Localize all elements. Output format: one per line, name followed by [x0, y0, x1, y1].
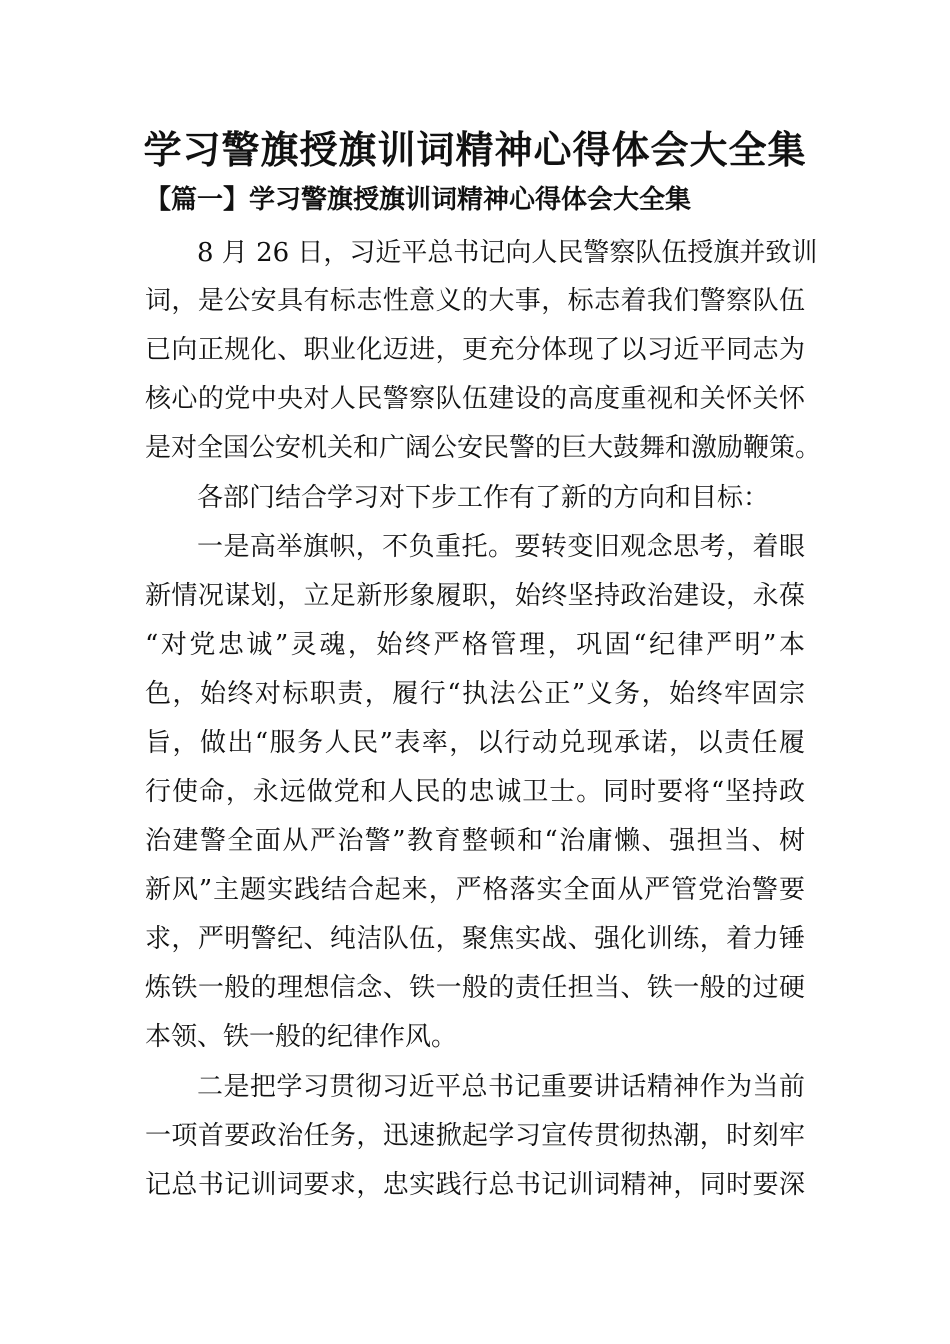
- text-line: 词，是公安具有标志性意义的大事，标志着我们警察队伍: [145, 286, 805, 316]
- text-line: 一是高举旗帜，不负重托。要转变旧观念思考，着眼: [197, 532, 805, 562]
- text-line: 二是把学习贯彻习近平总书记重要讲话精神作为当前: [197, 1072, 805, 1102]
- text-line: 行使命，永远做党和人民的忠诚卫士。同时要将“坚持政: [145, 777, 805, 807]
- text-line: 记总书记训词要求，忠实践行总书记训词精神，同时要深: [145, 1170, 805, 1200]
- text-line: 一项首要政治任务，迅速掀起学习宣传贯彻热潮，时刻牢: [145, 1121, 805, 1151]
- text-line: 各部门结合学习对下步工作有了新的方向和目标：: [197, 483, 770, 513]
- text-line: 本领、铁一般的纪律作风。: [145, 1022, 458, 1052]
- text-line: 是对全国公安机关和广阔公安民警的巨大鼓舞和激励鞭策。: [145, 433, 822, 463]
- text-line: 炼铁一般的理想信念、铁一般的责任担当、铁一般的过硬: [145, 973, 805, 1003]
- text-line: 核心的党中央对人民警察队伍建设的高度重视和关怀关怀: [145, 384, 805, 414]
- text-line: 求，严明警纪、纯洁队伍，聚焦实战、强化训练，着力锤: [145, 924, 805, 954]
- text-line: 色，始终对标职责，履行“执法公正”义务，始终牢固宗: [145, 679, 805, 709]
- text-line: 旨，做出“服务人民”表率，以行动兑现承诺，以责任履: [145, 728, 805, 758]
- section-heading: 【篇一】学习警旗授旗训词精神心得体会大全集: [145, 185, 692, 215]
- text-line: 已向正规化、职业化迈进，更充分体现了以习近平同志为: [145, 335, 805, 365]
- text-line: “对党忠诚”灵魂，始终严格管理，巩固“纪律严明”本: [145, 630, 805, 660]
- text-line: 8 月 26 日，习近平总书记向人民警察队伍授旗并致训: [197, 238, 818, 268]
- document-title: 学习警旗授旗训词精神心得体会大全集: [143, 128, 807, 172]
- text-line: 治建警全面从严治警”教育整顿和“治庸懒、强担当、树: [145, 826, 805, 856]
- text-line: 新风”主题实践结合起来，严格落实全面从严管党治警要: [145, 875, 805, 905]
- text-line: 新情况谋划，立足新形象履职，始终坚持政治建设，永葆: [145, 581, 805, 611]
